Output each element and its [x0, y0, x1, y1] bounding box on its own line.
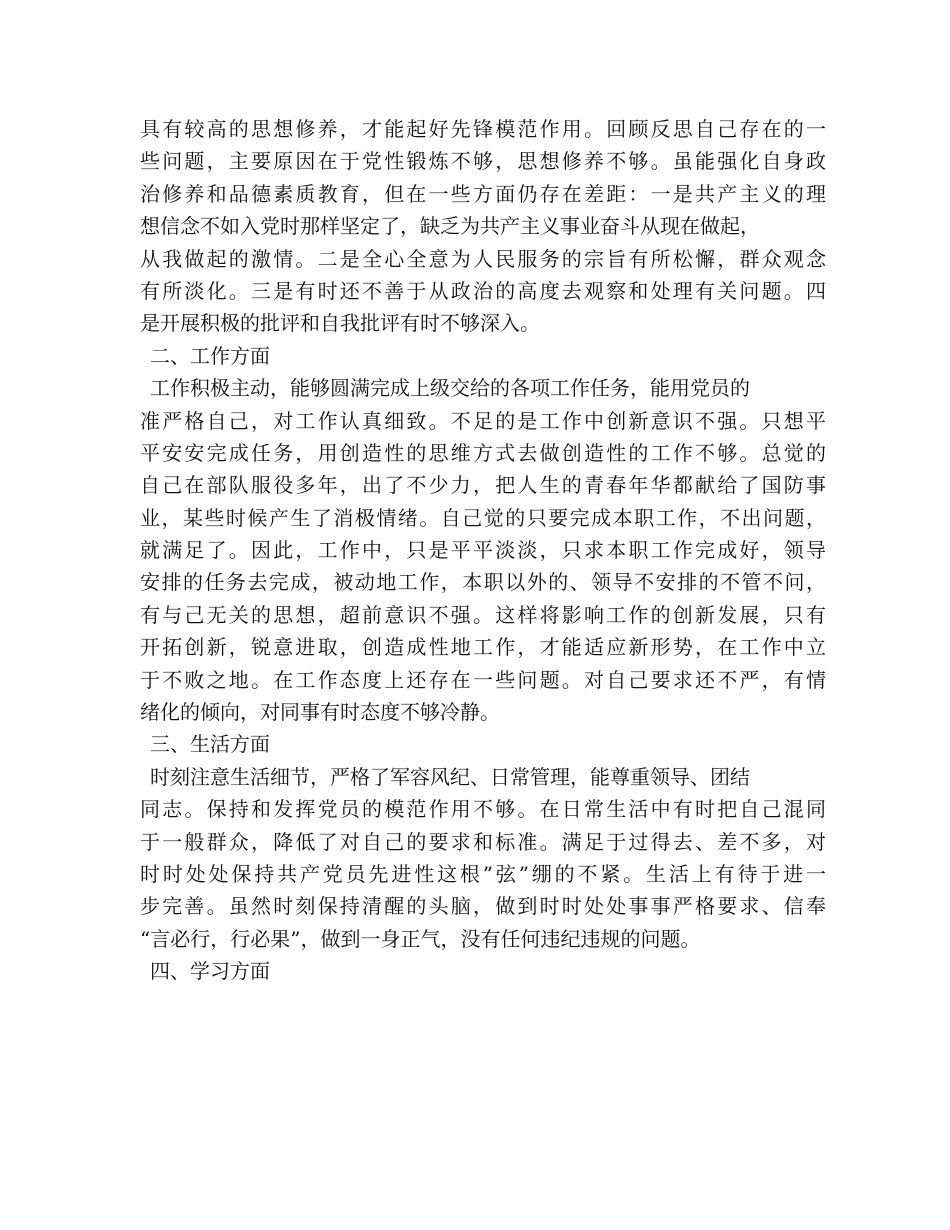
- text-line: 平安安完成任务，用创造性的思维方式去做创造性的工作不够。总觉的: [140, 440, 826, 465]
- text-line: “言必行，行必果”，做到一身正气，没有任何违纪违规的问题。: [140, 926, 701, 951]
- text-line: 治修养和品德素质教育，但在一些方面仍存在差距：一是共产主义的理: [140, 181, 826, 206]
- text-line: 时刻注意生活细节，严格了军容风纪、日常管理，能尊重领导、团结: [150, 764, 750, 789]
- text-line: 同志。保持和发挥党员的模范作用不够。在日常生活中有时把自己混同: [140, 797, 826, 822]
- text-line: 于一般群众，降低了对自己的要求和标准。满足于过得去、差不多，对: [140, 829, 826, 854]
- text-line: 自己在部队服役多年，出了不少力，把人生的青春年华都献给了国防事: [140, 473, 826, 498]
- text-line: 绪化的倾向，对同事有时态度不够冷静。: [140, 700, 500, 725]
- text-line: 从我做起的激情。二是全心全意为人民服务的宗旨有所松懈，群众观念: [140, 246, 826, 271]
- text-line: 四、学习方面: [150, 959, 270, 984]
- text-line: 二、工作方面: [150, 343, 270, 368]
- text-line: 有与己无关的思想，超前意识不强。这样将影响工作的创新发展，只有: [140, 602, 826, 627]
- text-line: 业，某些时候产生了消极情绪。自己觉的只要完成本职工作，不出问题，: [140, 505, 826, 530]
- text-line: 有所淡化。三是有时还不善于从政治的高度去观察和处理有关问题。四: [140, 278, 826, 303]
- text-line: 安排的任务去完成，被动地工作，本职以外的、领导不安排的不管不问，: [140, 570, 826, 595]
- text-line: 具有较高的思想修养，才能起好先锋模范作用。回顾反思自己存在的一: [140, 117, 826, 141]
- text-line: 想信念不如入党时那样坚定了，缺乏为共产主义事业奋斗从现在做起，: [140, 214, 760, 239]
- text-line: 是开展积极的批评和自我批评有时不够深入。: [140, 311, 540, 336]
- text-line: 时时处处保持共产党员先进性这根”弦”绷的不紧。生活上有待于进一: [140, 861, 826, 886]
- text-line: 些问题，主要原因在于党性锻炼不够，思想修养不够。虽能强化自身政: [140, 149, 826, 174]
- text-line: 三、生活方面: [150, 732, 270, 757]
- text-line: 准严格自己，对工作认真细致。不足的是工作中创新意识不强。只想平: [140, 408, 826, 433]
- text-line: 于不败之地。在工作态度上还存在一些问题。对自己要求还不严，有情: [140, 667, 826, 692]
- document-body: [140, 113, 826, 988]
- text-line: 开拓创新，锐意进取，创造成性地工作，才能适应新形势，在工作中立: [140, 635, 826, 660]
- text-line: 步完善。虽然时刻保持清醒的头脑，做到时时处处事事严格要求、信奉: [140, 894, 826, 919]
- text-line: 就满足了。因此，工作中，只是平平淡淡，只求本职工作完成好，领导: [140, 538, 826, 563]
- text-line: 工作积极主动，能够圆满完成上级交给的各项工作任务，能用党员的: [150, 376, 750, 401]
